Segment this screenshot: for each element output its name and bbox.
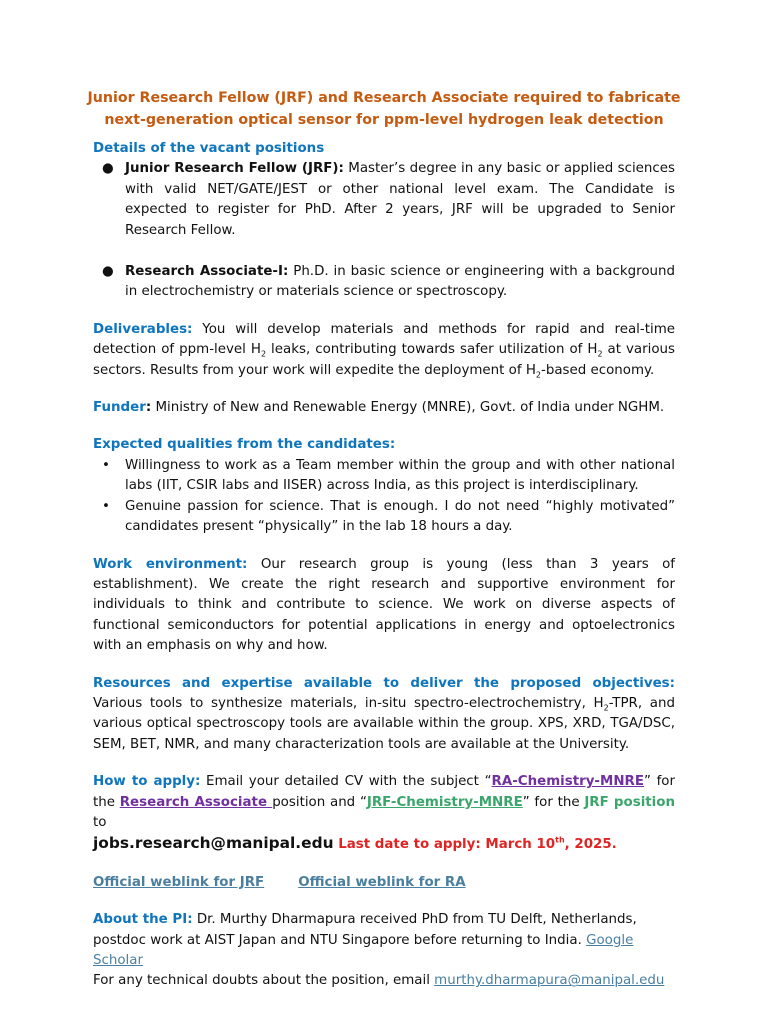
subscript: 2 [597, 349, 603, 359]
funder-section [93, 398, 675, 418]
quality-item [93, 497, 675, 538]
jrf-weblink[interactable]: Official weblink for JRF [93, 874, 265, 890]
ra-text: Ph.D. in basic science or engineering with a background in electrochemistry or materials science or spectroscopy. [125, 264, 675, 300]
subscript: 2 [535, 370, 541, 380]
qualities-heading: Expected qualities from the candidates: [93, 437, 396, 453]
weblinks-row [93, 873, 675, 893]
about-pi-section [93, 910, 675, 992]
ra-item [93, 262, 675, 303]
resources-section [93, 674, 675, 756]
jrf-text: Master’s degree in any basic or applied sciences with valid NET/GATE/JEST or other national level exam. The Candidate is expected to register for PhD. After 2 years, JRF will be upgraded to Senior Research Fellow. [125, 161, 675, 238]
resources-text: Various tools to synthesize materials, in-situ spectro-electrochemistry, H [93, 695, 604, 711]
about-pi-label: About the PI: [93, 912, 193, 928]
how-to-apply-label: How to apply: [93, 774, 201, 790]
apply-text: ” for the [93, 774, 675, 810]
resources-label: Resources and expertise available to deliver the proposed objectives: [93, 675, 675, 691]
quality-item [93, 456, 675, 497]
quality-text: Willingness to work as a Team member within the group and with other national labs (IIT, CSIR labs and IISER) across India, as this project is interdisciplinary. [125, 457, 675, 494]
title-line-1: Junior Research Fellow (JRF) and Research Associate required to fabricate [87, 90, 681, 106]
ra-position-link[interactable]: Research Associate [119, 794, 273, 810]
work-environment-label: Work environment: [93, 556, 248, 572]
subscript: 2 [260, 349, 267, 359]
page-title [87, 87, 681, 131]
apply-text: ” for the [522, 794, 585, 810]
apply-text: position and “ [272, 794, 367, 810]
bullet-icon: • [102, 457, 110, 473]
ra-subject-link[interactable]: RA-Chemistry-MNRE [491, 774, 644, 790]
deadline-text: , 2025. [564, 837, 617, 853]
jrf-label: Junior Research Fellow (JRF): [125, 161, 344, 177]
jrf-item [93, 159, 675, 241]
apply-text: to [93, 814, 107, 830]
deliverables-section [93, 320, 675, 381]
vacancies-section [93, 139, 675, 303]
google-scholar-link[interactable]: Google Scholar [93, 932, 634, 968]
doubts-text: For any technical doubts about the position, email [93, 973, 435, 989]
funder-label: Funder [93, 400, 146, 416]
technical-doubts-line [93, 971, 675, 991]
deadline-superscript: th [555, 835, 565, 845]
subscript: 2 [603, 703, 609, 713]
ra-label: Research Associate-I: [125, 264, 289, 280]
deliverables-text: -based economy. [540, 362, 655, 378]
title-line-2: next-generation optical sensor for ppm-level hydrogen leak detection [104, 112, 664, 128]
bullet-icon: ● [102, 264, 114, 280]
vacancies-heading: Details of the vacant positions [93, 141, 325, 156]
resources-text: -TPR, and various optical spectroscopy tools are available within the group. XPS, XRD, TGA/DSC, SEM, BET, NMR, and many characterization tools are available at the University. [93, 695, 676, 752]
funder-text: Ministry of New and Renewable Energy (MNRE), Govt. of India under NGHM. [151, 400, 665, 416]
ra-weblink[interactable]: Official weblink for RA [298, 874, 466, 890]
qualities-section [93, 435, 675, 537]
apply-email-line [93, 833, 675, 855]
deliverables-text: leaks, contributing towards safer utilization of H [266, 342, 598, 358]
quality-text: Genuine passion for science. That is enough. I do not need “highly motivated” candidates present “physically” in the lab 18 hours a day. [125, 498, 675, 535]
apply-text: Email your detailed CV with the subject “ [200, 774, 492, 790]
work-environment-section [93, 555, 675, 657]
jrf-subject-link[interactable]: JRF-Chemistry-MNRE [366, 794, 523, 810]
pi-email-link[interactable]: murthy.dharmapura@manipal.edu [434, 973, 665, 989]
how-to-apply-section [93, 772, 675, 856]
deliverables-label: Deliverables: [93, 321, 193, 337]
deadline-text: Last date to apply: March 10 [333, 837, 556, 853]
deliverables-text: at various sectors. Results from your work will expedite the deployment of H [93, 342, 676, 378]
bullet-icon: • [102, 498, 110, 514]
deliverables-text: You will develop materials and methods for rapid and real-time detection of ppm-level H [93, 321, 675, 358]
funder-colon: : [145, 400, 152, 416]
about-pi-text: Dr. Murthy Dharmapura received PhD from TU Delft, Netherlands, postdoc work at AIST Japan and NTU Singapore before returning to India. [93, 912, 637, 948]
apply-email[interactable]: jobs.research@manipal.edu [93, 834, 334, 853]
job-posting-document [87, 87, 681, 992]
bullet-icon: ● [102, 161, 114, 177]
jrf-position-text: JRF position [584, 794, 676, 810]
work-environment-text: Our research group is young (less than 3 years of establishment). We create the right research and supportive environment for individuals to think and contribute to science. We work on diverse aspects of functional semiconductors for potential applications in energy and optoelectronics with an emphasis on why and how. [93, 556, 676, 654]
